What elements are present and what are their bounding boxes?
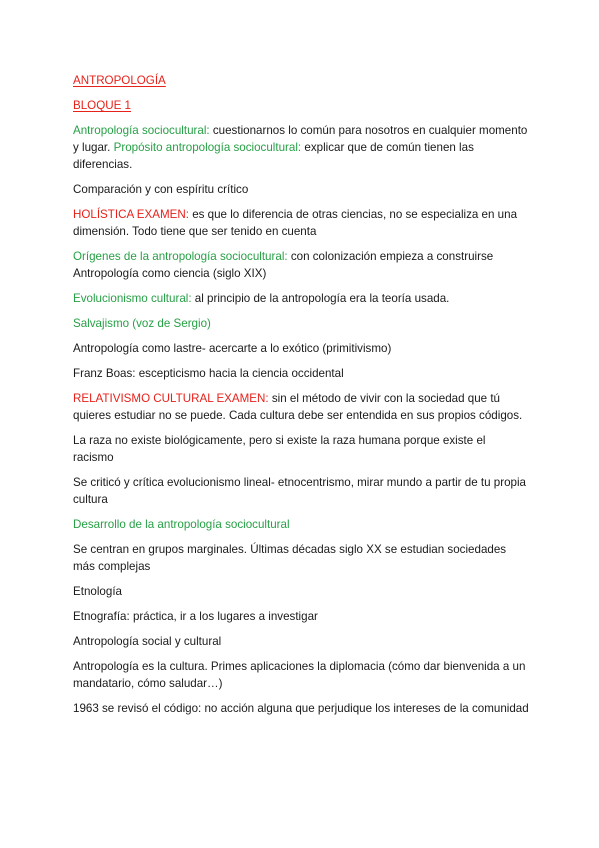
block-heading: BLOQUE 1 bbox=[73, 99, 131, 112]
paragraph-lead: Salvajismo (voz de Sergio) bbox=[73, 317, 211, 330]
paragraph-list bbox=[73, 122, 529, 717]
paragraph-lead: Evolucionismo cultural: bbox=[73, 292, 192, 305]
paragraph-text: Etnología bbox=[73, 585, 122, 598]
paragraph-text: al principio de la antropología era la teoría usada. bbox=[191, 292, 450, 305]
paragraph bbox=[73, 633, 529, 650]
paragraph-text: Comparación y con espíritu crítico bbox=[73, 183, 249, 196]
paragraph bbox=[73, 290, 529, 307]
paragraph bbox=[73, 390, 529, 424]
paragraph bbox=[73, 474, 529, 508]
paragraph bbox=[73, 248, 529, 282]
paragraph bbox=[73, 541, 529, 575]
paragraph-text: cuestionarnos lo común para nosotros en cualquier momento y lugar. bbox=[73, 124, 528, 154]
paragraph bbox=[73, 365, 529, 382]
paragraph bbox=[73, 658, 529, 692]
paragraph-lead: HOLÍSTICA EXAMEN: bbox=[73, 208, 189, 221]
paragraph-lead: Desarrollo de la antropología sociocultural bbox=[73, 518, 290, 531]
paragraph-text: Franz Boas: escepticismo hacia la ciencia occidental bbox=[73, 367, 344, 380]
paragraph bbox=[73, 340, 529, 357]
paragraph bbox=[73, 122, 529, 173]
paragraph-text: con colonización empieza a construirse Antropología como ciencia (siglo XIX) bbox=[73, 250, 494, 280]
document-title: ANTROPOLOGÍA bbox=[73, 74, 166, 87]
paragraph-text: 1963 se revisó el código: no acción alguna que perjudique los intereses de la comunidad bbox=[73, 702, 529, 715]
paragraph bbox=[73, 432, 529, 466]
paragraph-text: sin el método de vivir con la sociedad que tú quieres estudiar no se puede. Cada cultura debe ser entendida en sus propios códigos. bbox=[73, 392, 523, 422]
paragraph-text: La raza no existe biológicamente, pero si existe la raza humana porque existe el racismo bbox=[73, 434, 486, 464]
paragraph-lead: RELATIVISMO CULTURAL EXAMEN: bbox=[73, 392, 269, 405]
paragraph-lead: Propósito antropología sociocultural: bbox=[113, 141, 302, 154]
paragraph bbox=[73, 181, 529, 198]
paragraph bbox=[73, 516, 529, 533]
paragraph-text: Antropología es la cultura. Primes aplicaciones la diplomacia (cómo dar bienvenida a un mandatario, cómo saludar…) bbox=[73, 660, 526, 690]
paragraph-text: Etnografía: práctica, ir a los lugares a investigar bbox=[73, 610, 318, 623]
paragraph-text: Se criticó y crítica evolucionismo lineal- etnocentrismo, mirar mundo a partir de tu propia cultura bbox=[73, 476, 526, 506]
paragraph bbox=[73, 700, 529, 717]
paragraph bbox=[73, 206, 529, 240]
paragraph-text: Se centran en grupos marginales. Últimas décadas siglo XX se estudian sociedades más complejas bbox=[73, 543, 507, 573]
paragraph bbox=[73, 608, 529, 625]
paragraph-lead: Antropología sociocultural: bbox=[73, 124, 210, 137]
paragraph-text: es que lo diferencia de otras ciencias, no se especializa en una dimensión. Todo tiene que ser tenido en cuenta bbox=[73, 208, 518, 238]
paragraph-text: Antropología social y cultural bbox=[73, 635, 222, 648]
paragraph-text: explicar que de común tienen las diferencias. bbox=[73, 141, 474, 171]
paragraph-lead: Orígenes de la antropología sociocultural: bbox=[73, 250, 288, 263]
paragraph bbox=[73, 315, 529, 332]
paragraph bbox=[73, 583, 529, 600]
paragraph-text: Antropología como lastre- acercarte a lo exótico (primitivismo) bbox=[73, 342, 392, 355]
